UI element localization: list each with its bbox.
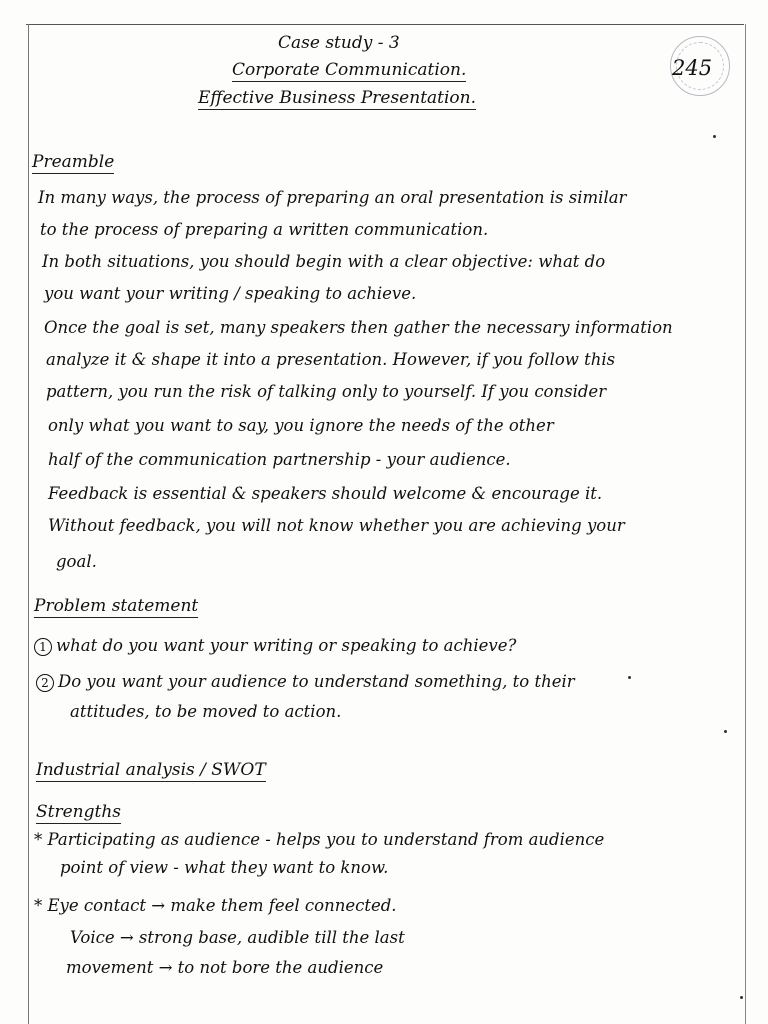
pen-mark bbox=[713, 135, 716, 138]
case-study-label: Case study - 3 bbox=[278, 33, 400, 53]
pen-mark bbox=[740, 996, 743, 999]
strength-line: Voice → strong base, audible till the last bbox=[70, 928, 405, 947]
subject-title: Corporate Communication. bbox=[232, 60, 467, 80]
problem-statement-heading: Problem statement bbox=[34, 596, 199, 616]
preamble-line: Without feedback, you will not know whether you are achieving your bbox=[48, 516, 625, 535]
problem-item-continuation: attitudes, to be moved to action. bbox=[70, 702, 342, 721]
item-number-badge: 2 bbox=[36, 674, 54, 692]
page-number: 245 bbox=[672, 56, 713, 80]
problem-item-text: Do you want your audience to understand something, to their bbox=[58, 672, 575, 691]
preamble-line: Once the goal is set, many speakers then gather the necessary information bbox=[44, 318, 673, 337]
preamble-line: In both situations, you should begin with a clear objective: what do bbox=[42, 252, 606, 271]
problem-item bbox=[36, 672, 575, 692]
strengths-heading: Strengths bbox=[36, 802, 121, 822]
preamble-line: you want your writing / speaking to achieve. bbox=[44, 284, 417, 303]
preamble-line: In many ways, the process of preparing an oral presentation is similar bbox=[38, 188, 627, 207]
page-top-rule bbox=[26, 24, 744, 25]
industrial-analysis-heading: Industrial analysis / SWOT bbox=[36, 760, 266, 780]
preamble-line: pattern, you run the risk of talking only to yourself. If you consider bbox=[46, 382, 607, 401]
problem-item-text: what do you want your writing or speaking to achieve? bbox=[56, 636, 517, 655]
strength-line: * Eye contact → make them feel connected. bbox=[34, 896, 397, 915]
preamble-line: analyze it & shape it into a presentation. However, if you follow this bbox=[46, 350, 616, 369]
pen-mark bbox=[724, 730, 727, 733]
pen-mark bbox=[628, 676, 631, 679]
preamble-line: goal. bbox=[56, 552, 97, 571]
strength-line: point of view - what they want to know. bbox=[60, 858, 389, 877]
page-right-edge bbox=[745, 24, 746, 1024]
page-number-stamp bbox=[652, 30, 734, 108]
preamble-heading: Preamble bbox=[32, 152, 115, 172]
preamble-line: only what you want to say, you ignore the needs of the other bbox=[48, 416, 554, 435]
problem-item bbox=[34, 636, 516, 656]
page-left-margin-rule bbox=[28, 24, 29, 1024]
strength-line: movement → to not bore the audience bbox=[66, 958, 384, 977]
document-title: Effective Business Presentation. bbox=[198, 88, 477, 108]
preamble-line: Feedback is essential & speakers should welcome & encourage it. bbox=[48, 484, 603, 503]
preamble-line: half of the communication partnership - your audience. bbox=[48, 450, 511, 469]
preamble-line: to the process of preparing a written communication. bbox=[40, 220, 489, 239]
strength-line: * Participating as audience - helps you to understand from audience bbox=[34, 830, 605, 849]
item-number-badge: 1 bbox=[34, 638, 52, 656]
